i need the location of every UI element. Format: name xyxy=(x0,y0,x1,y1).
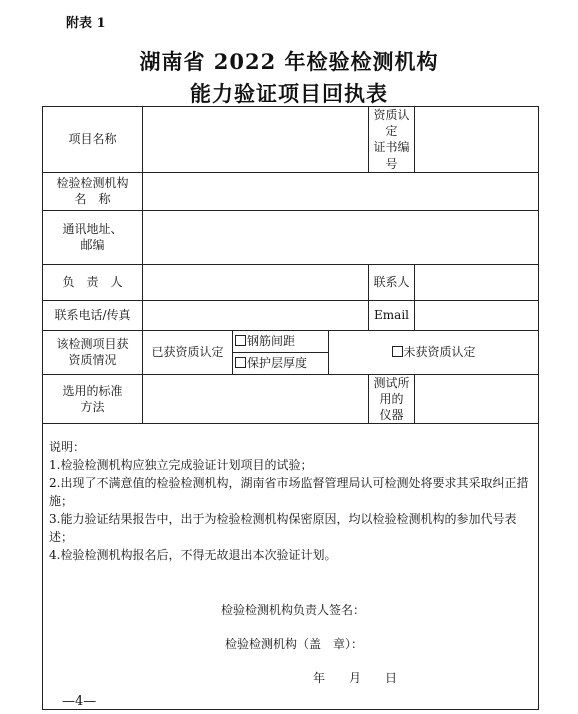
cert-no-field[interactable] xyxy=(415,107,539,173)
contact-field[interactable] xyxy=(415,264,539,300)
cert-no-label-line-1: 资质认定 xyxy=(373,108,410,139)
address-field[interactable] xyxy=(143,210,539,264)
note-item: 4.检验检测机构报名后，不得无故退出本次验证计划。 xyxy=(49,548,337,563)
note-item: 2.出现了不满意值的检验检测机构，湖南省市场监督管理局认可检测处将要求其采取纠正措施； xyxy=(49,476,529,509)
standard-method-label xyxy=(43,374,143,424)
org-name-label-line-1: 检验检测机构 xyxy=(56,176,129,191)
instrument-label xyxy=(369,374,415,424)
instrument-field[interactable] xyxy=(415,374,539,424)
checkbox-icon[interactable] xyxy=(235,357,246,368)
org-name-label xyxy=(43,172,143,210)
address-label-line-1: 通讯地址、 xyxy=(62,222,123,237)
cert-no-label xyxy=(369,107,415,173)
cert-no-label-line-2: 证书编号 xyxy=(373,140,410,171)
phone-field[interactable] xyxy=(143,300,369,330)
note-item: 3.能力验证结果报告中，出于为检验检测机构保密原因，均以检验检测机构的参加代号表述； xyxy=(49,512,517,545)
page-number: —4— xyxy=(62,694,97,709)
standard-method-field[interactable] xyxy=(143,374,369,424)
checkbox-icon[interactable] xyxy=(392,346,403,357)
option-cover-thickness[interactable] xyxy=(233,353,328,374)
standard-method-label-line-2: 方法 xyxy=(80,400,105,415)
notes-heading: 说明： xyxy=(49,440,86,455)
checkbox-icon[interactable] xyxy=(235,335,246,346)
principal-field[interactable] xyxy=(143,264,369,300)
project-name-field[interactable] xyxy=(143,107,369,173)
phone-label: 联系电话/传真 xyxy=(43,300,143,330)
obtained-qualification-label: 已获资质认定 xyxy=(143,330,233,374)
instrument-label-line-1: 测试所用的 xyxy=(373,375,410,406)
org-name-field[interactable] xyxy=(143,172,539,210)
qualification-label-line-2: 资质情况 xyxy=(68,353,117,368)
receipt-form-table xyxy=(42,106,539,710)
org-seal-line: 检验检测机构（盖 章）： xyxy=(225,637,364,652)
principal-signature-line: 检验检测机构负责人签名： xyxy=(221,603,366,618)
qualification-options xyxy=(233,330,329,374)
not-obtained-option[interactable] xyxy=(329,330,539,374)
notes-section xyxy=(43,424,539,710)
option-cover-thickness-label: 保护层厚度 xyxy=(247,355,308,370)
document-title-line-1: 湖南省 2022 年检验检测机构 xyxy=(139,49,439,74)
qualification-label-line-1: 该检测项目获 xyxy=(56,337,129,352)
email-label: Email xyxy=(369,300,415,330)
document-title-line-2: 能力验证项目回执表 xyxy=(190,81,388,106)
address-label xyxy=(43,210,143,264)
org-name-label-line-2: 名 称 xyxy=(74,192,111,207)
not-obtained-label: 未获资质认定 xyxy=(403,345,476,360)
project-name-label: 项目名称 xyxy=(43,107,143,173)
contact-label: 联系人 xyxy=(369,264,415,300)
date-line: 年 月 日 xyxy=(313,671,398,686)
address-label-line-2: 邮编 xyxy=(80,238,105,253)
standard-method-label-line-1: 选用的标准 xyxy=(62,383,123,398)
email-field[interactable] xyxy=(415,300,539,330)
qualification-label xyxy=(43,330,143,374)
option-rebar-spacing[interactable] xyxy=(233,331,328,353)
principal-label: 负 责 人 xyxy=(43,264,143,300)
option-rebar-spacing-label: 钢筋间距 xyxy=(247,333,296,348)
note-item: 1.检验检测机构应独立完成验证计划项目的试验； xyxy=(49,458,313,473)
instrument-label-line-2: 仪器 xyxy=(379,408,404,423)
attachment-label: 附表 1 xyxy=(66,16,106,31)
